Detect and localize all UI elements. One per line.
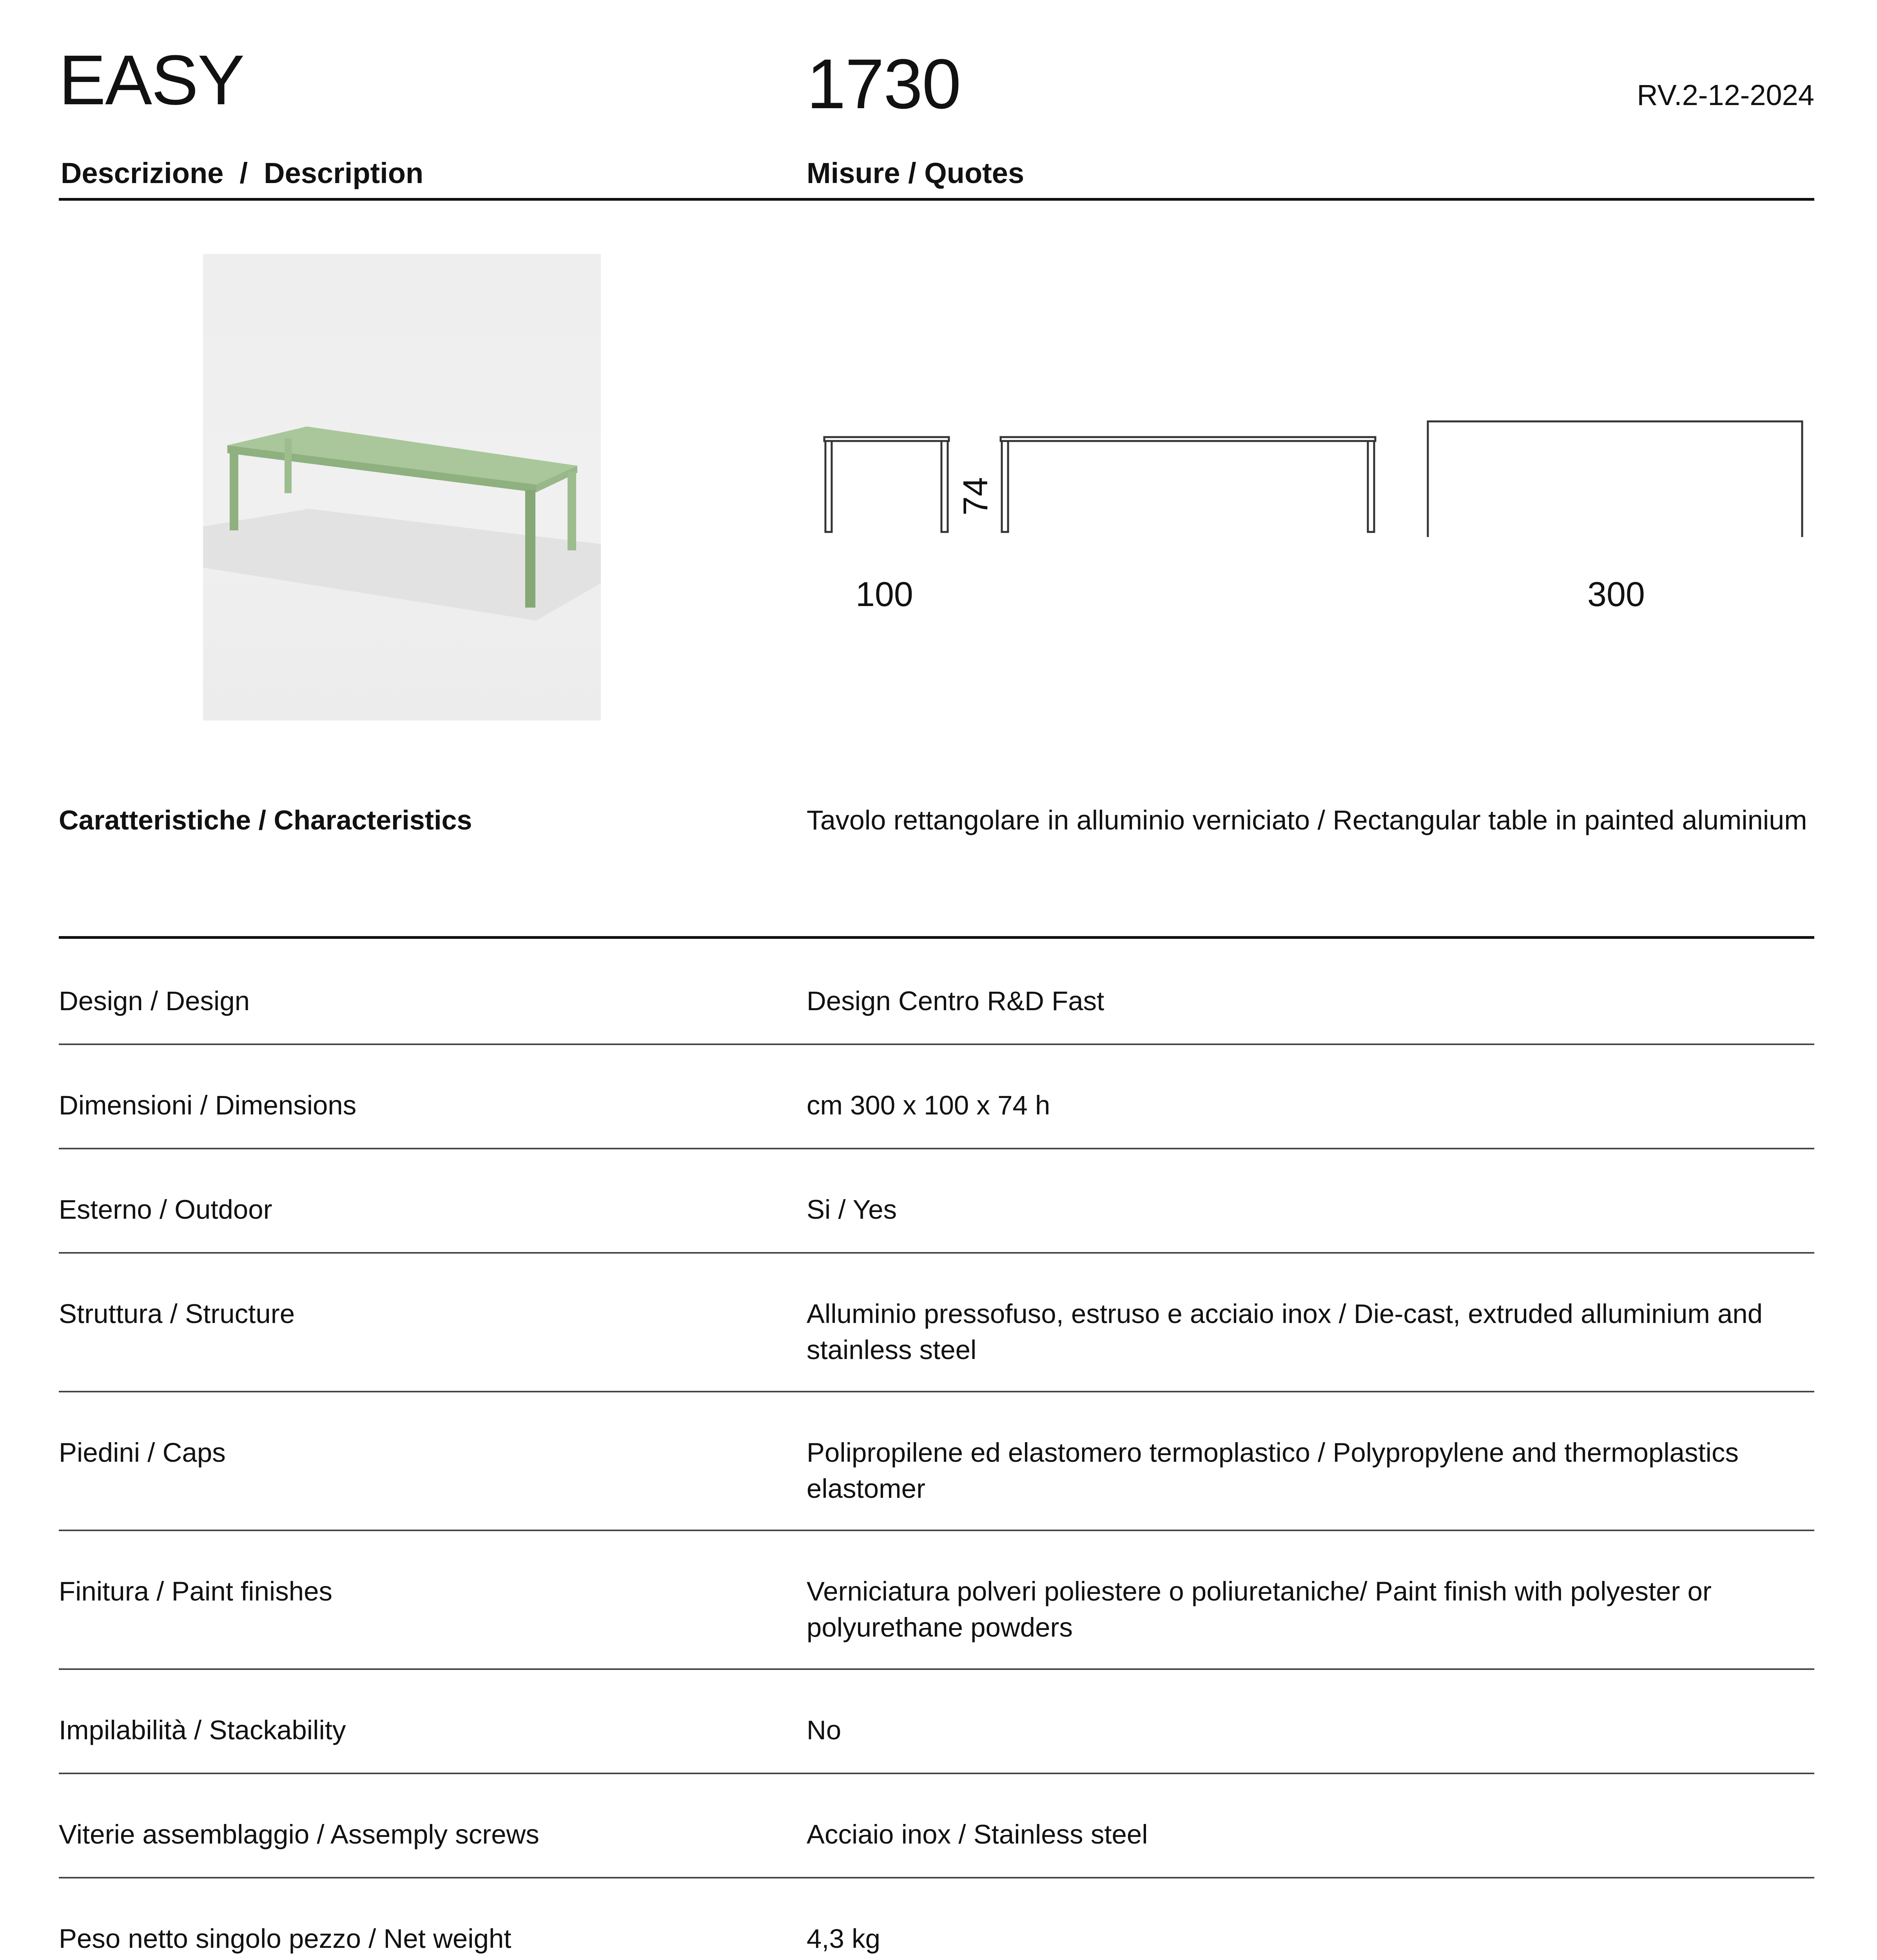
product-photo (203, 254, 601, 720)
spec-label: Piedini / Caps (59, 1437, 226, 1468)
revision-date: RV.2-12-2024 (1637, 79, 1814, 111)
spec-value: No (807, 1715, 841, 1745)
spec-label: Impilabilità / Stackability (59, 1715, 346, 1745)
spec-label: Design / Design (59, 986, 250, 1016)
spec-row-dimensions (59, 1045, 1814, 1149)
spec-label: Dimensioni / Dimensions (59, 1090, 357, 1120)
spec-value: Si / Yes (807, 1194, 897, 1225)
height-dimension: 74 (956, 477, 995, 515)
header-divider (59, 198, 1814, 201)
spec-value: cm 300 x 100 x 74 h (807, 1090, 1050, 1120)
spec-label: Esterno / Outdoor (59, 1194, 272, 1225)
spec-label: Struttura / Structure (59, 1299, 295, 1329)
spec-row-outdoor (59, 1149, 1814, 1254)
product-code: 1730 (807, 45, 961, 123)
table-illustration (203, 254, 601, 720)
spec-row-net-weight (59, 1878, 1814, 1960)
spec-row-screws (59, 1774, 1814, 1878)
spec-label: Viterie assemblaggio / Assemply screws (59, 1819, 539, 1849)
quotes-label: Misure / Quotes (807, 157, 1025, 189)
spec-row-finishes (59, 1531, 1814, 1670)
spec-row-structure (59, 1254, 1814, 1392)
spec-label: Finitura / Paint finishes (59, 1576, 332, 1606)
model-name: EASY (59, 41, 244, 120)
spec-value: Verniciatura polveri poliestere o poliuretaniche/ Paint finish with polyester or polyurethane powders (807, 1576, 1712, 1642)
spec-value: Alluminio pressofuso, estruso e acciaio inox / Die-cast, extruded alluminium and stainless steel (807, 1299, 1763, 1365)
spec-table (59, 939, 1814, 1960)
spec-value: Polipropilene ed elastomero termoplastico / Polypropylene and thermoplastics elastomer (807, 1437, 1739, 1504)
characteristics-divider (59, 936, 1814, 939)
spec-value: Design Centro R&D Fast (807, 986, 1104, 1016)
spec-label: Peso netto singolo pezzo / Net weight (59, 1924, 511, 1954)
spec-row-stackability (59, 1670, 1814, 1774)
spec-value: Acciaio inox / Stainless steel (807, 1819, 1148, 1849)
depth-dimension: 100 (856, 575, 913, 613)
dimension-drawing (807, 408, 1818, 537)
spec-row-caps (59, 1392, 1814, 1531)
characteristics-label: Caratteristiche / Characteristics (59, 805, 472, 835)
description-label: Descrizione / Description (61, 157, 424, 189)
length-dimension: 300 (1587, 575, 1645, 613)
technical-drawing (807, 408, 1818, 613)
characteristics-value: Tavolo rettangolare in alluminio verniciato / Rectangular table in painted aluminium (807, 805, 1807, 835)
spec-row-design (59, 939, 1814, 1045)
spec-value: 4,3 kg (807, 1924, 880, 1954)
